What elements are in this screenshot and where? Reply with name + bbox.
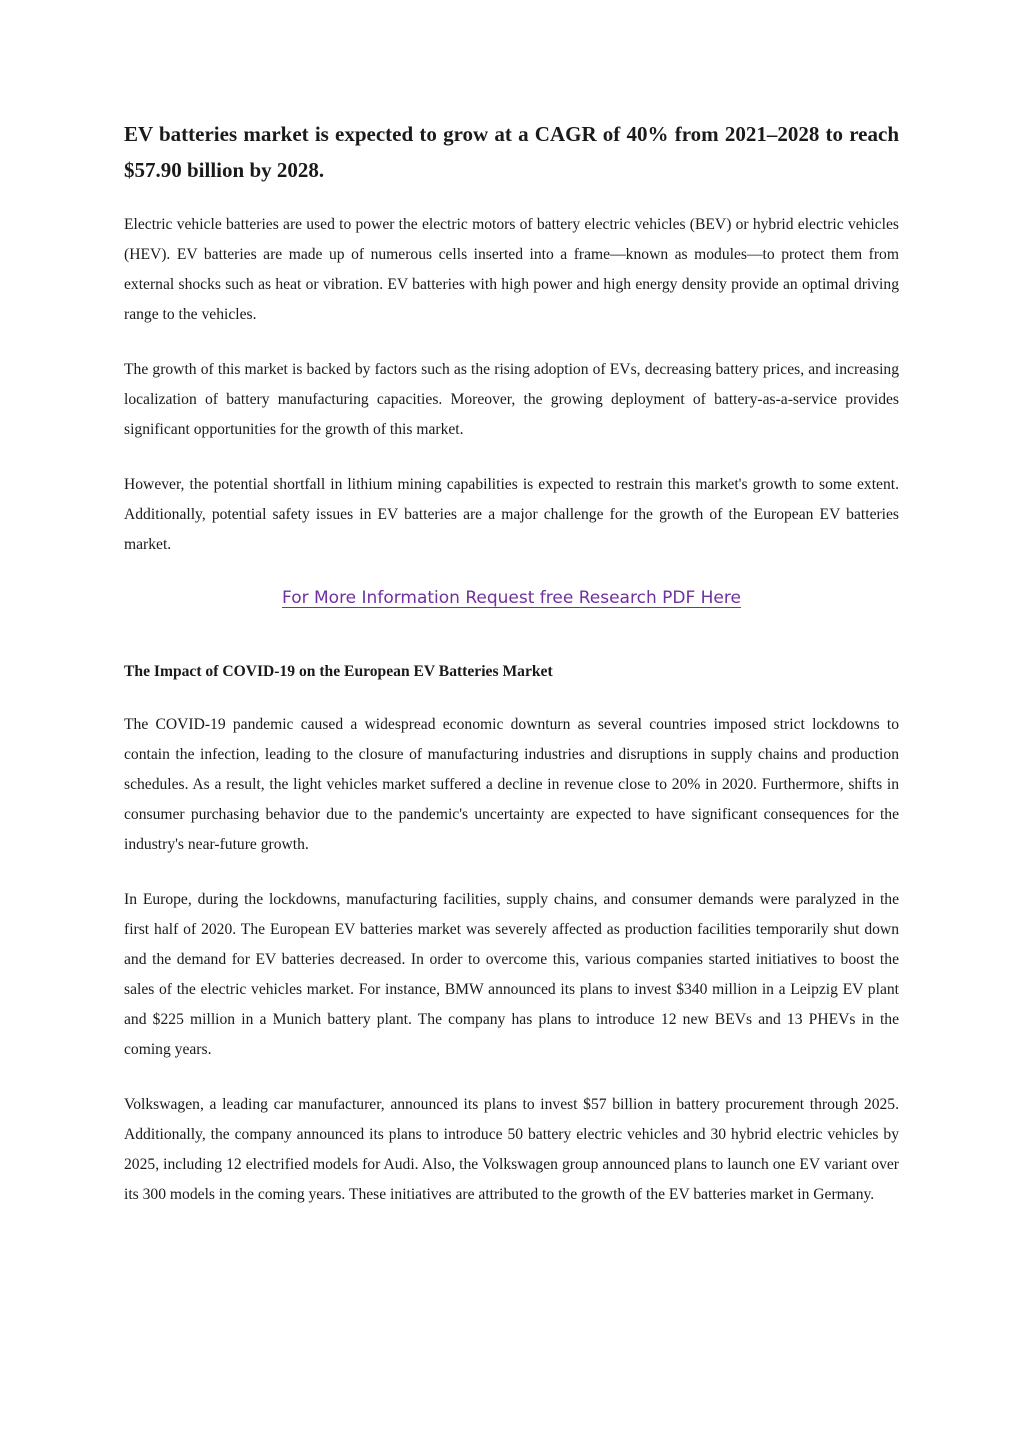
- intro-paragraph-2: The growth of this market is backed by factors such as the rising adoption of EVs, decreasing battery prices, and increasing localization of battery manufacturing capacities. Moreover, the growing deployment of battery-as-a-service provides significant opportunities for the growth of this market.: [124, 361, 899, 438]
- covid-paragraph-1: The COVID-19 pandemic caused a widespread economic downturn as several countries imposed strict lockdowns to contain the infection, leading to the closure of manufacturing industries and disruptions in supply chains and production schedules. As a result, the light vehicles market suffered a decline in revenue close to 20% in 2020. Furthermore, shifts in consumer purchasing behavior due to the pandemic's uncertainty are expected to have significant consequences for the industry's near-future growth.: [124, 716, 899, 853]
- document-page: [124, 116, 899, 1235]
- request-pdf-link[interactable]: For More Information Request free Research PDF Here: [282, 588, 741, 608]
- covid-section-heading: The Impact of COVID-19 on the European EV Batteries Market: [124, 663, 553, 680]
- headline: EV batteries market is expected to grow at a CAGR of 40% from 2021–2028 to reach $57.90 billion by 2028.: [124, 122, 899, 182]
- intro-paragraph-3: However, the potential shortfall in lithium mining capabilities is expected to restrain this market's growth to some extent. Additionally, potential safety issues in EV batteries are a major challenge for the growth of the European EV batteries market.: [124, 476, 899, 553]
- covid-paragraph-2: In Europe, during the lockdowns, manufacturing facilities, supply chains, and consumer demands were paralyzed in the first half of 2020. The European EV batteries market was severely affected as production facilities temporarily shut down and the demand for EV batteries decreased. In order to overcome this, various companies started initiatives to boost the sales of the electric vehicles market. For instance, BMW announced its plans to invest $340 million in a Leipzig EV plant and $225 million in a Munich battery plant. The company has plans to introduce 12 new BEVs and 13 PHEVs in the coming years.: [124, 891, 899, 1058]
- cta-container: [124, 585, 899, 612]
- covid-paragraph-3: Volkswagen, a leading car manufacturer, announced its plans to invest $57 billion in battery procurement through 2025. Additionally, the company announced its plans to introduce 50 battery electric vehicles and 30 hybrid electric vehicles by 2025, including 12 electrified models for Audi. Also, the Volkswagen group announced plans to launch one EV variant over its 300 models in the coming years. These initiatives are attributed to the growth of the EV batteries market in Germany.: [124, 1096, 899, 1203]
- intro-paragraph-1: Electric vehicle batteries are used to power the electric motors of battery electric vehicles (BEV) or hybrid electric vehicles (HEV). EV batteries are made up of numerous cells inserted into a frame—known as modules—to protect them from external shocks such as heat or vibration. EV batteries with high power and high energy density provide an optimal driving range to the vehicles.: [124, 216, 899, 323]
